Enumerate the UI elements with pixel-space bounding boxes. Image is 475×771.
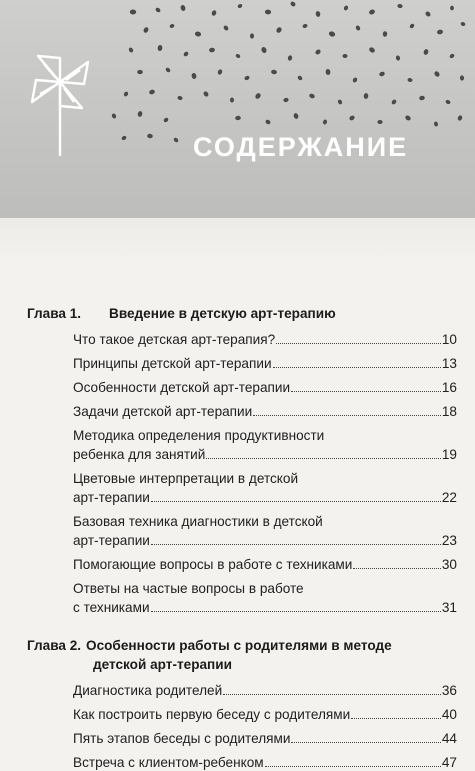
toc-entry[interactable] — [73, 330, 457, 349]
toc-entry-last-line — [73, 330, 457, 349]
chapter-label: Глава 2. — [27, 638, 82, 653]
leader-dots — [291, 380, 441, 392]
toc-entry[interactable] — [73, 705, 457, 724]
toc-entry[interactable] — [73, 555, 457, 574]
toc-entry[interactable] — [73, 512, 457, 550]
toc-entry-title: Что такое детская арт-терапия? — [73, 332, 276, 347]
toc-entry-last-line — [73, 531, 457, 550]
toc-entry-last-line — [73, 753, 457, 771]
toc-entry-title: Задачи детской арт-терапии — [73, 404, 253, 419]
chapter-title: Особенности работы с родителями в методе — [86, 638, 392, 653]
leader-dots — [151, 490, 441, 502]
toc-entry[interactable] — [73, 729, 457, 748]
toc-entry-last-line — [73, 681, 457, 700]
toc-entry-last-line — [73, 488, 457, 507]
toc-entry[interactable] — [73, 469, 457, 507]
toc-entry-title: арт-терапии — [73, 533, 150, 548]
leader-dots — [151, 533, 441, 545]
leader-dots — [276, 332, 441, 344]
toc-entry[interactable] — [73, 378, 457, 397]
toc-page-number: 44 — [441, 731, 457, 746]
toc-entry-last-line — [73, 402, 457, 421]
leader-dots — [291, 731, 440, 743]
toc-entry-title: Диагностика родителей — [73, 683, 223, 698]
toc-entry-title: Ответы на частые вопросы в работе — [73, 581, 304, 596]
toc-entry-title: с техниками — [73, 600, 150, 615]
leader-dots — [206, 447, 441, 459]
chapter-title: детской арт-терапии — [93, 657, 232, 672]
toc-page-number: 36 — [441, 683, 457, 698]
leader-dots — [351, 707, 441, 719]
toc-entry-title: арт-терапии — [73, 490, 150, 505]
toc-entry-title: Пять этапов беседы с родителями — [73, 731, 291, 746]
toc-page-number: 13 — [441, 356, 457, 371]
toc-page-number: 16 — [441, 380, 457, 395]
toc-entry-title: Как построить первую беседу с родителями — [73, 707, 351, 722]
toc-entry-title: Помогающие вопросы в работе с техниками — [73, 557, 353, 572]
toc-entry-line — [73, 426, 457, 445]
toc-entry-title: Встреча с клиентом-ребенком — [73, 755, 264, 770]
toc-page-number: 23 — [441, 533, 457, 548]
toc-page-number: 47 — [441, 755, 457, 770]
leader-dots — [151, 600, 441, 612]
toc-entry[interactable] — [73, 681, 457, 700]
toc-entry[interactable] — [73, 402, 457, 421]
toc-page-number: 18 — [441, 404, 457, 419]
leader-dots — [265, 755, 441, 767]
toc-entry-line — [73, 512, 457, 531]
toc-entry-last-line — [73, 445, 457, 464]
leader-dots — [353, 557, 441, 569]
toc-entry-title: Принципы детской арт-терапии — [73, 356, 272, 371]
toc-entry-title: Особенности детской арт-терапии — [73, 380, 291, 395]
toc-entry[interactable] — [73, 753, 457, 771]
leader-dots — [253, 404, 441, 416]
toc-entry-last-line — [73, 705, 457, 724]
toc-entry[interactable] — [73, 426, 457, 464]
chapter-label: Глава 1. — [27, 306, 82, 321]
toc-page-number: 31 — [441, 600, 457, 615]
toc-entry[interactable] — [73, 354, 457, 373]
toc-entry-title: Базовая техника диагностики в детской — [73, 514, 323, 529]
toc-entry[interactable] — [73, 579, 457, 617]
toc-entry-title: ребенка для занятий — [73, 447, 206, 462]
leader-dots — [223, 683, 441, 695]
chapter-heading[interactable] — [27, 304, 457, 323]
toc-entry-last-line — [73, 354, 457, 373]
toc-entry-title: Методика определения продуктивности — [73, 428, 325, 443]
toc-entry-last-line — [73, 598, 457, 617]
toc-page-number: 40 — [441, 707, 457, 722]
page-title: СОДЕРЖАНИЕ — [193, 132, 409, 162]
toc-entry-line — [73, 579, 457, 598]
toc-page-number: 30 — [441, 557, 457, 572]
toc-page-number: 10 — [441, 332, 457, 347]
toc-entry-last-line — [73, 729, 457, 748]
toc-entry-last-line — [73, 555, 457, 574]
toc-page-number: 19 — [441, 447, 457, 462]
chapter-heading[interactable] — [27, 636, 457, 674]
chapter-title: Введение в детскую арт-терапию — [109, 306, 336, 321]
toc-entry-line — [73, 469, 457, 488]
toc-entry-last-line — [73, 378, 457, 397]
leader-dots — [273, 356, 441, 368]
toc-page-number: 22 — [441, 490, 457, 505]
toc-entry-title: Цветовые интерпретации в детской — [73, 471, 299, 486]
